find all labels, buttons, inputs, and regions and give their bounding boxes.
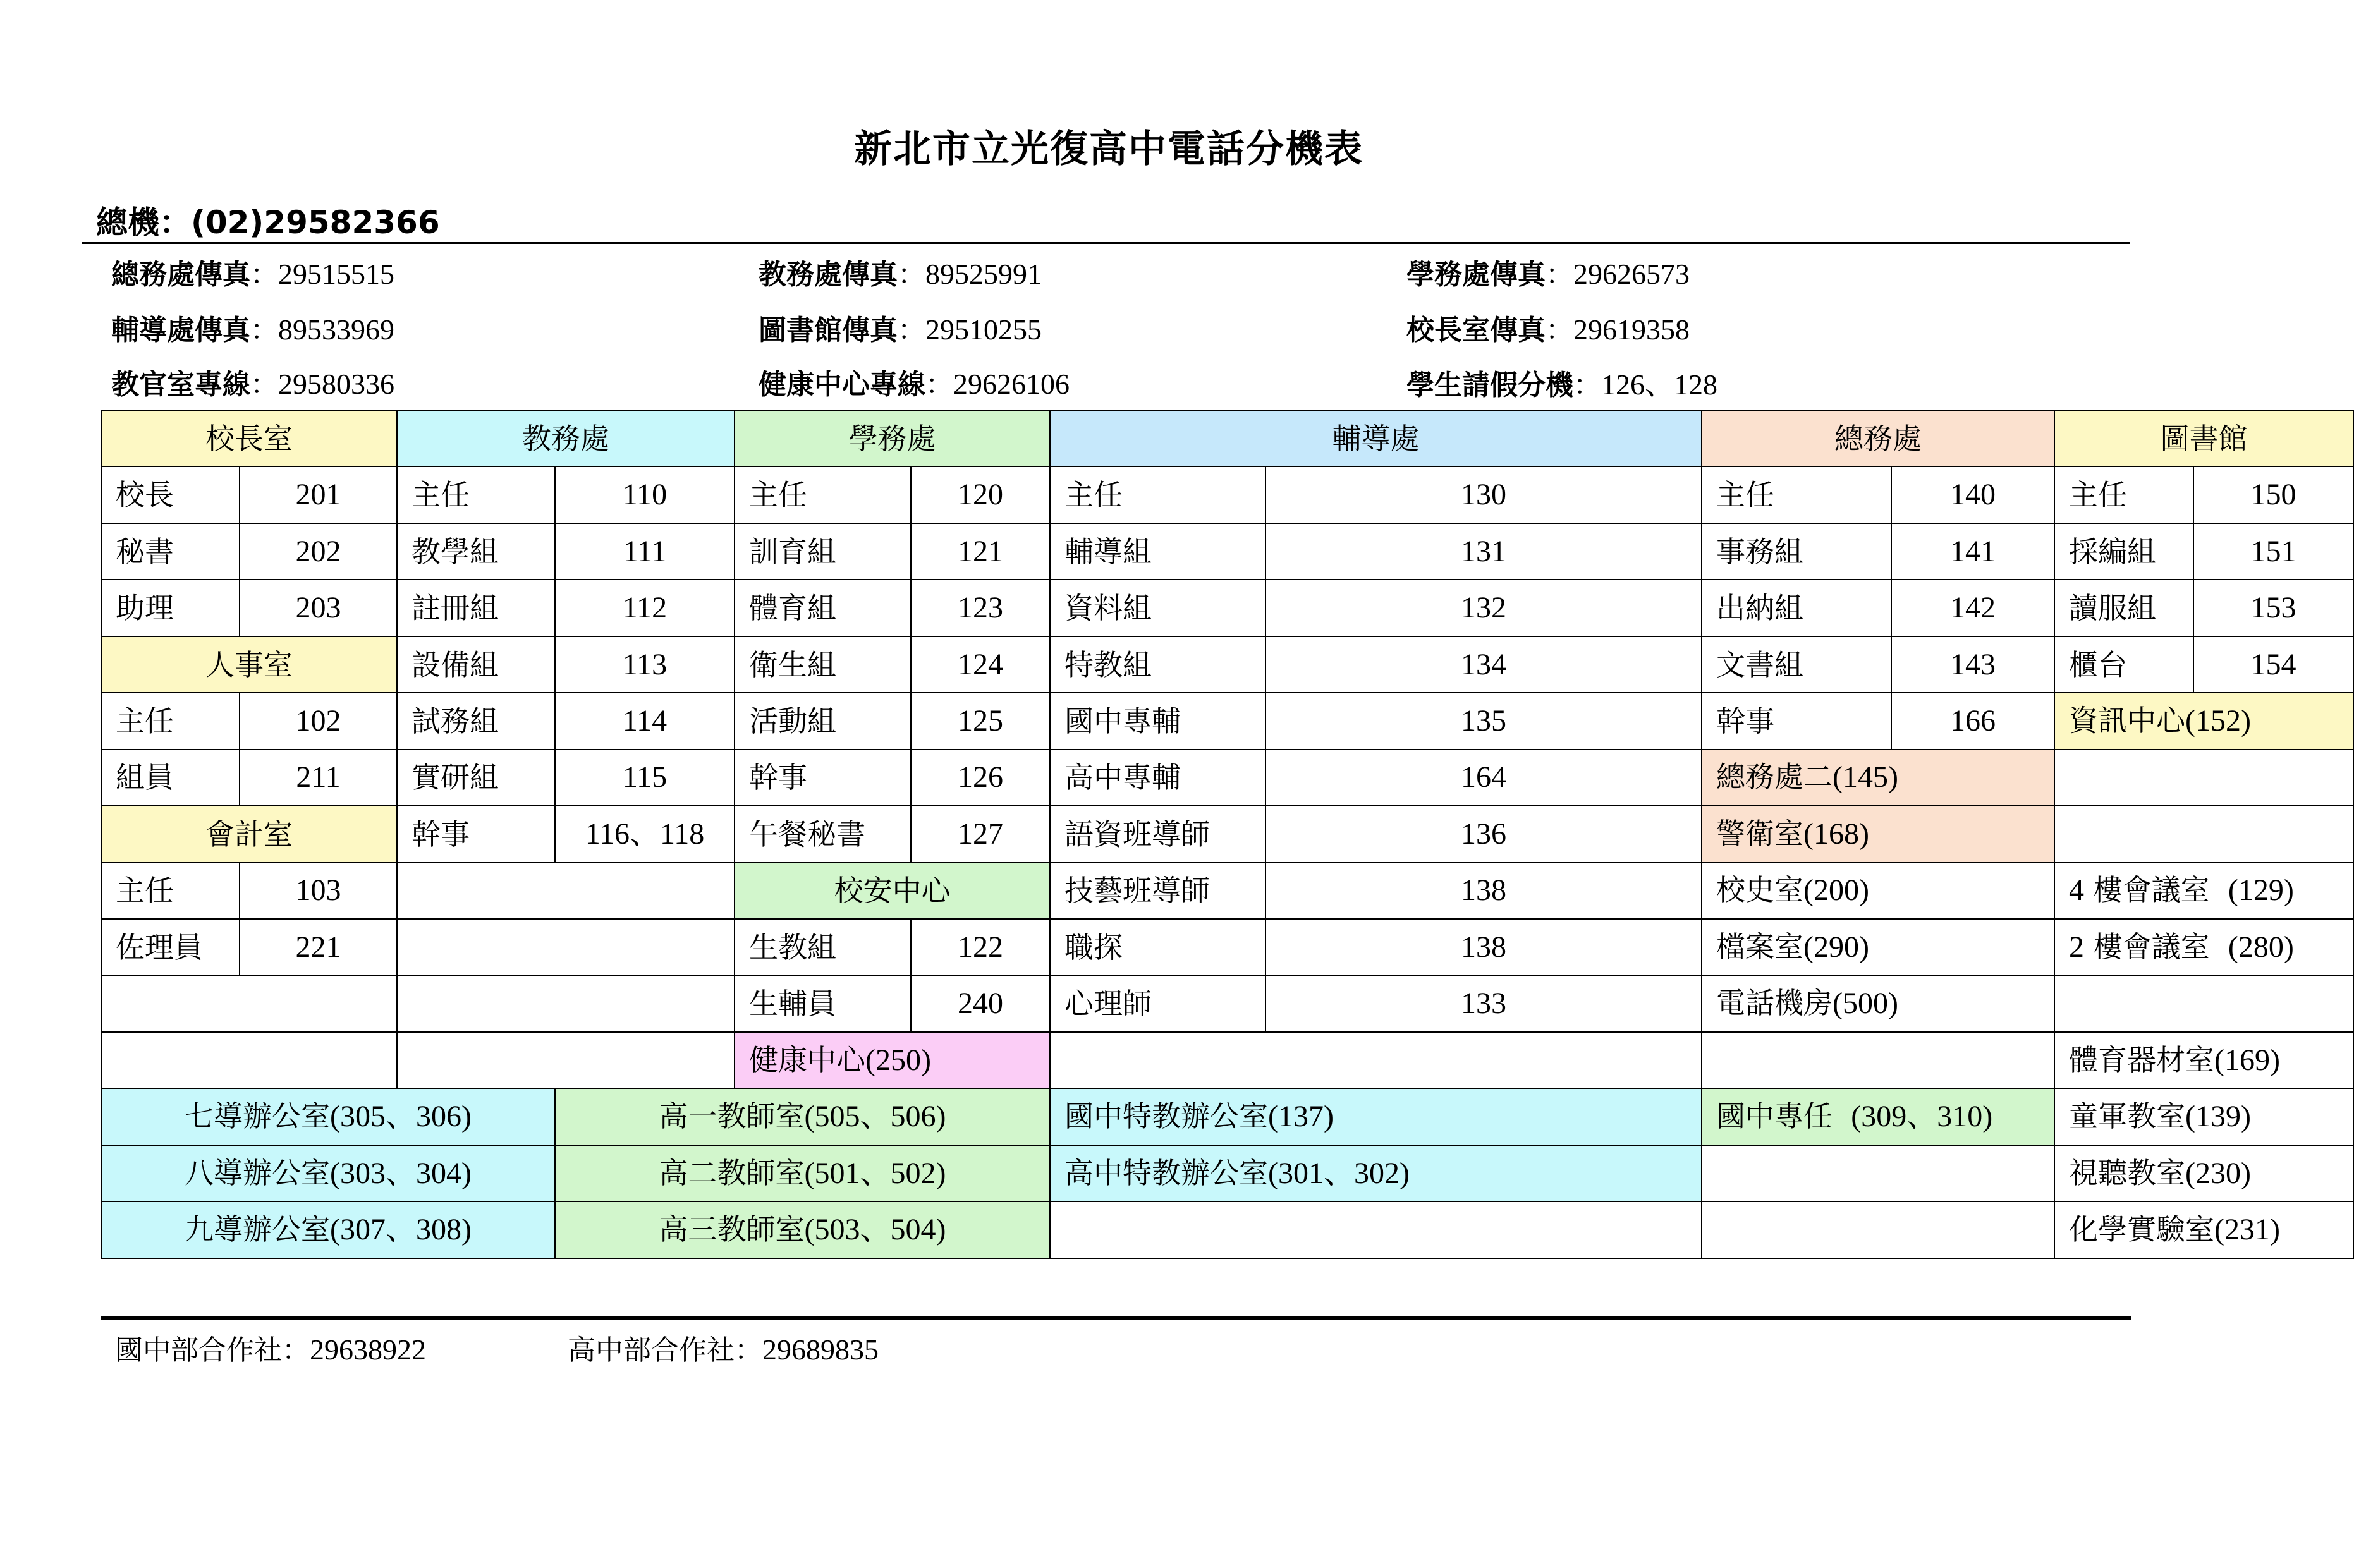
room-ext: (280) (2228, 930, 2294, 964)
room-name: 體育器材室 (2069, 1042, 2214, 1077)
room-ext: (301、302) (1268, 1156, 1410, 1190)
cell-name: 國中專輔 (1050, 693, 1265, 749)
cell-ext: 112 (555, 580, 735, 636)
room-ext: (303、304) (330, 1156, 472, 1190)
footer-label: 國中部合作社 (115, 1334, 282, 1366)
cell-name: 讀服組 (2054, 580, 2193, 636)
room-ext: (500) (1833, 987, 1898, 1021)
header-student-affairs: 學務處 (735, 410, 1050, 466)
cell-name: 主任 (397, 466, 555, 523)
general-affairs-two (1702, 750, 2054, 806)
room-ext: (305、306) (330, 1100, 472, 1134)
header-general-affairs: 總務處 (1702, 410, 2054, 466)
cell-ext: 111 (555, 523, 735, 580)
cell-name: 活動組 (735, 693, 911, 749)
cell-name: 櫃台 (2054, 636, 2193, 693)
cell-name: 技藝班導師 (1050, 863, 1265, 919)
room-ext: (309、310) (1851, 1100, 1993, 1134)
cell-ext: 135 (1265, 693, 1702, 749)
cell-ext: 153 (2193, 580, 2353, 636)
cell-ext: 203 (240, 580, 397, 636)
cell-name: 訓育組 (735, 523, 911, 580)
cell-ext: 127 (911, 806, 1050, 862)
cell-name: 設備組 (397, 636, 555, 693)
cell-name: 幹事 (1702, 693, 1891, 749)
main-number-value: (02)29582366 (191, 204, 440, 241)
g11-teacher-room (555, 1145, 1050, 1201)
cell-ext: 121 (911, 523, 1050, 580)
room-name: 國中專任 (1716, 1099, 1833, 1134)
empty-cell (101, 1032, 397, 1088)
room-name: 視聽教室 (2069, 1155, 2185, 1190)
room-ext: (307、308) (330, 1213, 472, 1247)
cell-ext: 115 (555, 750, 735, 806)
floor-number: 2 (2069, 930, 2084, 964)
info-label: 校長室傳真 (1406, 314, 1546, 346)
sh-special-ed-office (1050, 1145, 1702, 1201)
sh-coop: 高中部合作社：29689835 (568, 1334, 879, 1366)
table-row (101, 523, 2353, 580)
room-name: 健康中心 (749, 1042, 865, 1077)
info-label: 圖書館傳真 (759, 314, 898, 346)
g12-teacher-room (555, 1201, 1050, 1258)
cell-name: 文書組 (1702, 636, 1891, 693)
table-row (101, 693, 2353, 749)
footer-label: 高中部合作社 (568, 1334, 735, 1366)
room-name: 資訊中心 (2069, 703, 2185, 738)
empty-cell (1702, 1032, 2054, 1088)
cell-ext: 110 (555, 466, 735, 523)
main-number: 總機：(02)29582366 (96, 204, 440, 241)
archive-room (1702, 919, 2054, 975)
room-name: 七導辦公室 (185, 1099, 330, 1134)
empty-cell (2054, 976, 2353, 1032)
empty-cell (1050, 1201, 1702, 1258)
phone-room (1702, 976, 2054, 1032)
table-row (101, 1032, 2353, 1088)
cell-ext: 151 (2193, 523, 2353, 580)
cell-name: 主任 (101, 863, 240, 919)
table-row (101, 750, 2353, 806)
cell-ext: 202 (240, 523, 397, 580)
room-name: 童軍教室 (2069, 1099, 2185, 1134)
info-label: 教務處傳真 (759, 258, 898, 291)
footer-value: 29689835 (762, 1334, 879, 1366)
header-personnel: 人事室 (101, 636, 397, 693)
table-row (101, 863, 2353, 919)
empty-cell (2054, 750, 2353, 806)
room-name: 電話機房 (1716, 986, 1833, 1021)
chemistry-lab (2054, 1201, 2353, 1258)
av-classroom (2054, 1145, 2353, 1201)
g10-teacher-room (555, 1088, 1050, 1145)
cell-ext: 132 (1265, 580, 1702, 636)
empty-cell (1702, 1201, 2054, 1258)
cell-name: 幹事 (735, 750, 911, 806)
cell-name: 資料組 (1050, 580, 1265, 636)
fax-general-affairs: 總務處傳真：29515515 (111, 258, 394, 291)
room-name: 樓會議室 (2093, 929, 2210, 964)
page-title: 新北市立光復高中電話分機表 (854, 127, 1363, 171)
room-name: 九導辦公室 (185, 1212, 330, 1247)
empty-cell (397, 919, 735, 975)
table-row (101, 1088, 2353, 1145)
jh-full-time-teachers (1702, 1088, 2054, 1145)
info-value: 89533969 (278, 313, 394, 346)
room-ext: (129) (2228, 873, 2294, 908)
info-value: 29510255 (925, 313, 1042, 346)
info-value: 29580336 (278, 368, 394, 400)
table-row (101, 1145, 2353, 1201)
room-name: 高三教師室 (659, 1212, 805, 1247)
room-ext: (501、502) (804, 1156, 946, 1190)
cell-ext: 141 (1891, 523, 2054, 580)
empty-cell (397, 863, 735, 919)
cell-ext: 142 (1891, 580, 2054, 636)
cell-ext: 114 (555, 693, 735, 749)
cell-ext: 130 (1265, 466, 1702, 523)
cell-ext: 133 (1265, 976, 1702, 1032)
cell-name: 主任 (1702, 466, 1891, 523)
fax-library: 圖書館傳真：29510255 (759, 313, 1042, 346)
room-name: 總務處二 (1716, 760, 1833, 794)
table-row (101, 580, 2353, 636)
jh-coop: 國中部合作社：29638922 (115, 1334, 426, 1366)
room-ext: (169) (2214, 1043, 2280, 1077)
room-ext: (168) (1803, 817, 1869, 851)
room-name: 高一教師室 (659, 1099, 805, 1134)
cell-name: 生教組 (735, 919, 911, 975)
info-label: 教官室專線 (111, 368, 250, 401)
table-row (101, 806, 2353, 862)
grade7-office (101, 1088, 555, 1145)
room-ext: (139) (2185, 1100, 2251, 1134)
room-name: 高二教師室 (659, 1155, 805, 1190)
empty-cell (397, 1032, 735, 1088)
info-value: 29619358 (1573, 313, 1690, 346)
cell-name: 主任 (1050, 466, 1265, 523)
extension-table (101, 410, 2354, 1259)
cell-name: 主任 (735, 466, 911, 523)
info-label: 學務處傳真 (1406, 258, 1546, 291)
room-ext: (145) (1833, 760, 1898, 794)
cell-ext: 134 (1265, 636, 1702, 693)
cell-name: 生輔員 (735, 976, 911, 1032)
header-principal: 校長室 (101, 410, 397, 466)
info-label: 輔導處傳真 (111, 314, 250, 346)
fax-principal: 校長室傳真：29619358 (1406, 313, 1690, 346)
room-name: 國中特教辦公室 (1064, 1099, 1268, 1134)
cell-ext: 122 (911, 919, 1050, 975)
empty-cell (2054, 806, 2353, 862)
header-accounting: 會計室 (101, 806, 397, 862)
room-ext: (290) (1803, 930, 1869, 964)
info-value: 29626573 (1573, 258, 1690, 290)
table-row (101, 466, 2353, 523)
cell-name: 助理 (101, 580, 240, 636)
cell-name: 組員 (101, 750, 240, 806)
room-ext: (152) (2185, 703, 2251, 738)
cell-name: 心理師 (1050, 976, 1265, 1032)
line-military: 教官室專線：29580336 (111, 368, 394, 401)
cell-ext: 125 (911, 693, 1050, 749)
room-name: 警衛室 (1716, 816, 1803, 851)
fax-academic: 教務處傳真：89525991 (759, 258, 1042, 291)
cell-ext: 240 (911, 976, 1050, 1032)
top-rule (82, 242, 2130, 244)
cell-name: 職探 (1050, 919, 1265, 975)
cell-ext: 103 (240, 863, 397, 919)
cell-name: 採編組 (2054, 523, 2193, 580)
room-name: 樓會議室 (2093, 873, 2210, 908)
cell-name: 試務組 (397, 693, 555, 749)
cell-ext: 166 (1891, 693, 2054, 749)
header-library: 圖書館 (2054, 410, 2353, 466)
cell-name: 主任 (2054, 466, 2193, 523)
cell-name: 佐理員 (101, 919, 240, 975)
room-ext: (137) (1268, 1100, 1334, 1134)
cell-ext: 221 (240, 919, 397, 975)
table-row (101, 1201, 2353, 1258)
cell-ext: 123 (911, 580, 1050, 636)
table-row (101, 976, 2353, 1032)
header-safety-center: 校安中心 (735, 863, 1050, 919)
guard-room (1702, 806, 2054, 862)
cell-ext: 138 (1265, 919, 1702, 975)
cell-name: 註冊組 (397, 580, 555, 636)
room-name: 校史室 (1716, 873, 1803, 908)
health-center (735, 1032, 1050, 1088)
cell-ext: 164 (1265, 750, 1702, 806)
cell-name: 高中專輔 (1050, 750, 1265, 806)
table-row (101, 919, 2353, 975)
cell-name: 實研組 (397, 750, 555, 806)
bottom-rule (101, 1316, 2131, 1320)
grade8-office (101, 1145, 555, 1201)
cell-name: 主任 (101, 693, 240, 749)
room-ext: (503、504) (804, 1213, 946, 1247)
line-health: 健康中心專線：29626106 (759, 368, 1070, 401)
cell-name: 事務組 (1702, 523, 1891, 580)
header-academic: 教務處 (397, 410, 735, 466)
fax-counseling: 輔導處傳真：89533969 (111, 313, 394, 346)
room-name: 化學實驗室 (2069, 1212, 2214, 1247)
fax-student-affairs: 學務處傳真：29626573 (1406, 258, 1690, 291)
cell-name: 秘書 (101, 523, 240, 580)
meeting-room-4f (2054, 863, 2353, 919)
empty-cell (397, 976, 735, 1032)
cell-ext: 131 (1265, 523, 1702, 580)
room-ext: (231) (2214, 1213, 2280, 1247)
room-ext: (230) (2185, 1156, 2251, 1190)
main-number-label: 總機 (96, 204, 159, 241)
table-row (101, 636, 2353, 693)
cell-name: 語資班導師 (1050, 806, 1265, 862)
info-value: 29515515 (278, 258, 394, 290)
cell-name: 幹事 (397, 806, 555, 862)
info-center (2054, 693, 2353, 749)
room-ext: (200) (1803, 873, 1869, 908)
cell-name: 出納組 (1702, 580, 1891, 636)
empty-cell (1702, 1145, 2054, 1201)
cell-ext: 136 (1265, 806, 1702, 862)
cell-ext: 154 (2193, 636, 2353, 693)
info-label: 健康中心專線 (759, 368, 925, 401)
empty-cell (1050, 1032, 1702, 1088)
cell-ext: 120 (911, 466, 1050, 523)
footer-value: 29638922 (310, 1334, 426, 1366)
info-value: 126、128 (1601, 368, 1717, 401)
history-room (1702, 863, 2054, 919)
cell-ext: 138 (1265, 863, 1702, 919)
floor-number: 4 (2069, 873, 2084, 908)
cell-name: 教學組 (397, 523, 555, 580)
cell-name: 校長 (101, 466, 240, 523)
cell-ext: 124 (911, 636, 1050, 693)
room-ext: (250) (865, 1043, 931, 1077)
empty-cell (101, 976, 397, 1032)
cell-name: 特教組 (1050, 636, 1265, 693)
scout-classroom (2054, 1088, 2353, 1145)
jh-special-ed-office (1050, 1088, 1702, 1145)
room-name: 高中特教辦公室 (1064, 1155, 1268, 1190)
cell-ext: 102 (240, 693, 397, 749)
grade9-office (101, 1201, 555, 1258)
cell-ext: 116、118 (555, 806, 735, 862)
cell-ext: 211 (240, 750, 397, 806)
sports-equipment-room (2054, 1032, 2353, 1088)
info-label: 學生請假分機 (1406, 369, 1573, 401)
cell-ext: 201 (240, 466, 397, 523)
room-name: 八導辦公室 (185, 1155, 330, 1190)
ext-student-leave: 學生請假分機：126、128 (1406, 368, 1717, 401)
cell-ext: 150 (2193, 466, 2353, 523)
room-name: 檔案室 (1716, 929, 1803, 964)
cell-ext: 143 (1891, 636, 2054, 693)
info-label: 總務處傳真 (111, 258, 250, 291)
cell-name: 午餐秘書 (735, 806, 911, 862)
header-row (101, 410, 2353, 466)
cell-ext: 140 (1891, 466, 2054, 523)
info-value: 29626106 (953, 368, 1070, 400)
room-ext: (505、506) (804, 1100, 946, 1134)
header-counseling: 輔導處 (1050, 410, 1702, 466)
cell-name: 衛生組 (735, 636, 911, 693)
cell-name: 體育組 (735, 580, 911, 636)
cell-ext: 113 (555, 636, 735, 693)
cell-ext: 126 (911, 750, 1050, 806)
info-value: 89525991 (925, 258, 1042, 290)
cell-name: 輔導組 (1050, 523, 1265, 580)
meeting-room-2f (2054, 919, 2353, 975)
